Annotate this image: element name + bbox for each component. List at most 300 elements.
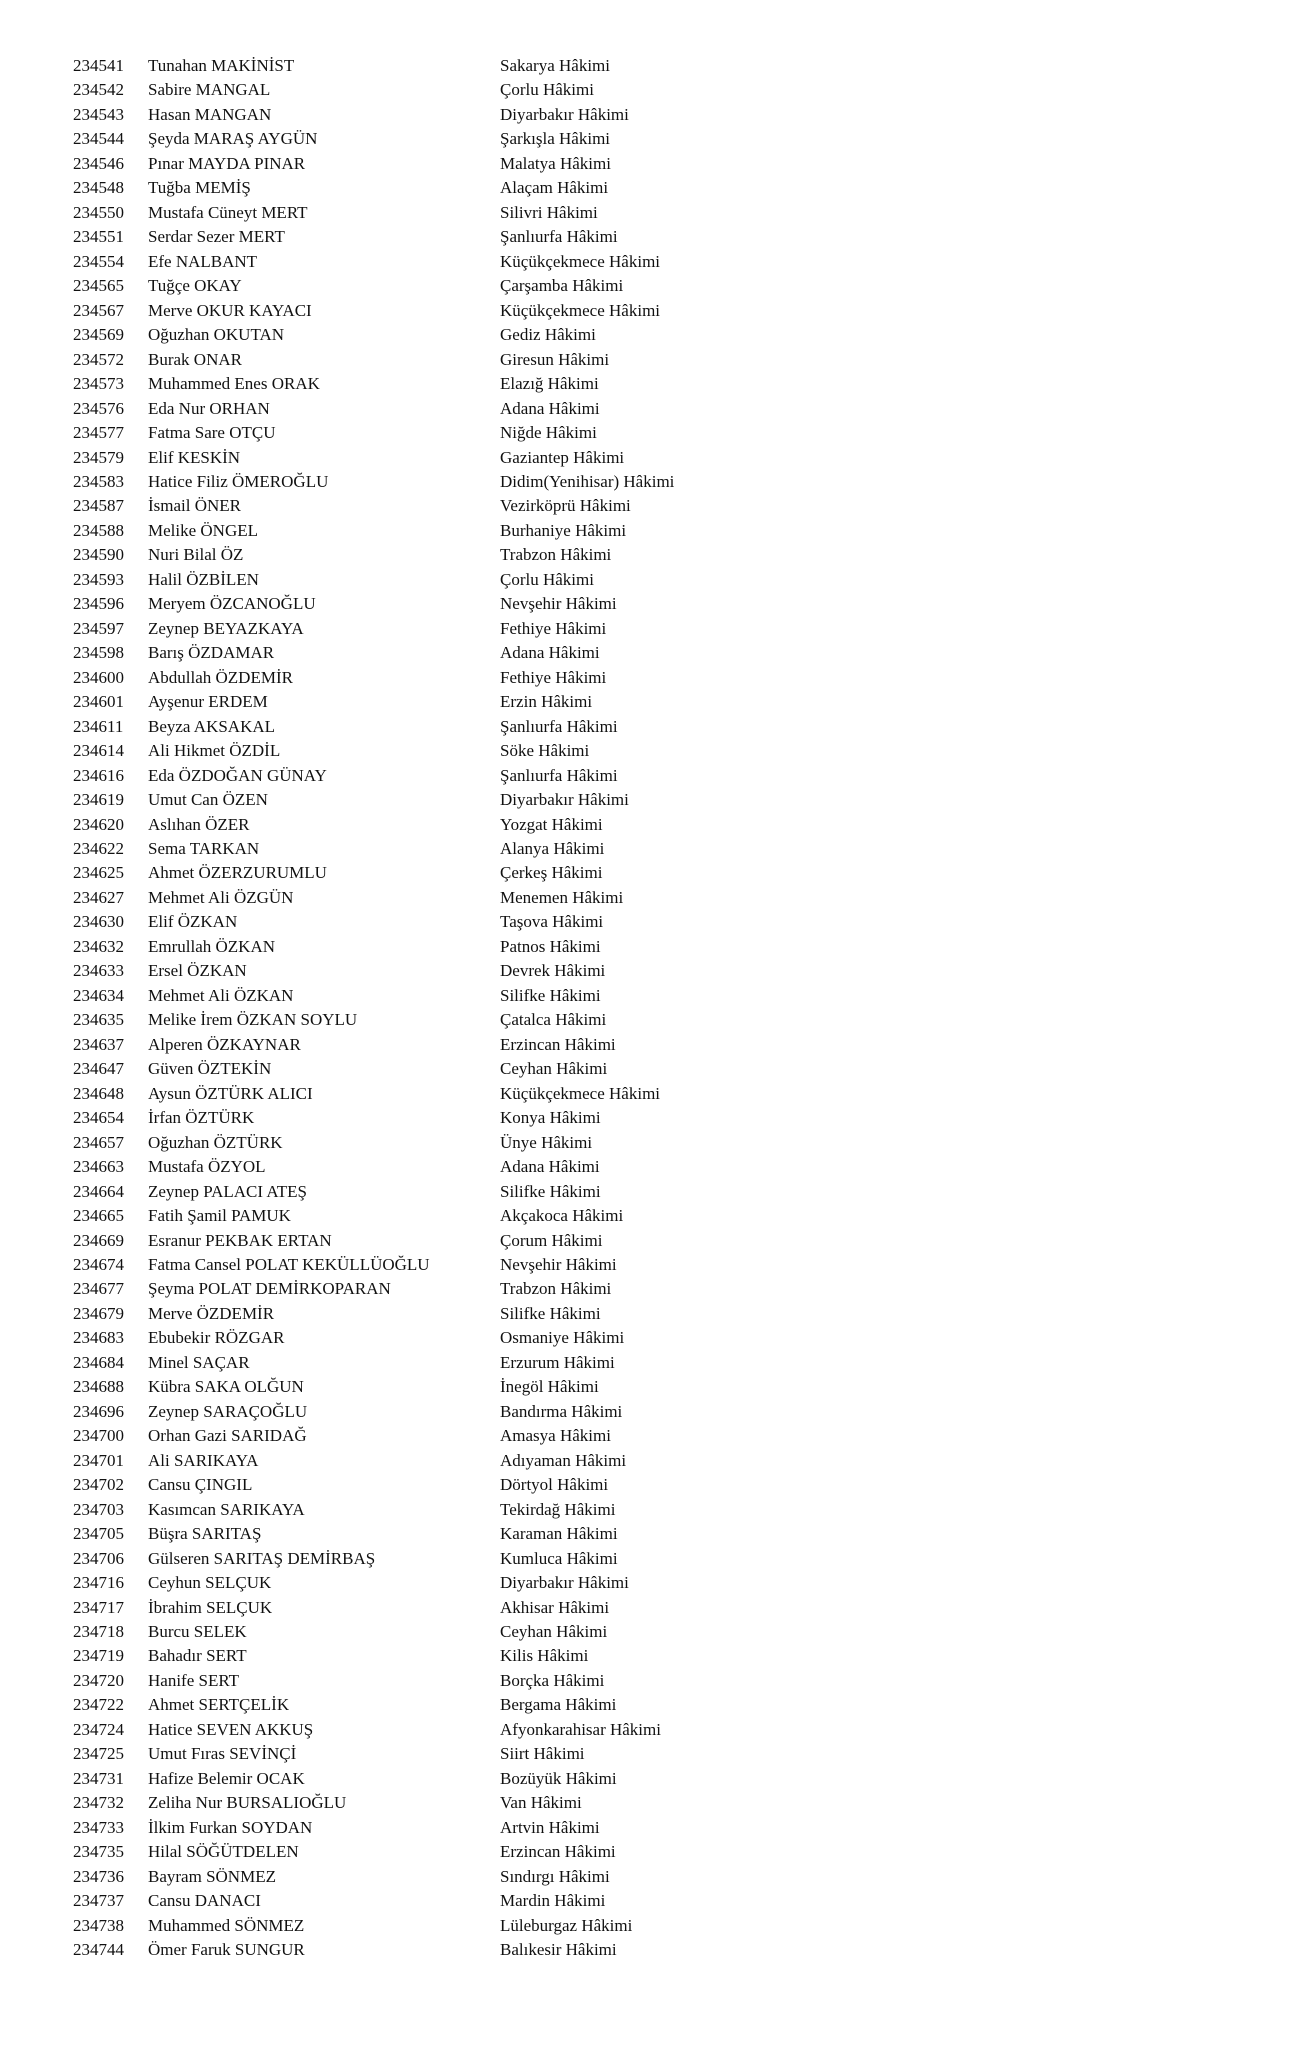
registry-number: 234716 <box>73 1573 124 1593</box>
list-row <box>0 299 1303 323</box>
list-row <box>0 1106 1303 1130</box>
assignment-place: Malatya Hâkimi <box>500 153 611 173</box>
list-row <box>0 372 1303 396</box>
list-row <box>0 617 1303 641</box>
assignment-place: Fethiye Hâkimi <box>500 667 607 687</box>
assignment-place: Artvin Hâkimi <box>500 1817 600 1837</box>
person-name: Muhammed SÖNMEZ <box>148 1915 305 1935</box>
list-row <box>0 1938 1303 1962</box>
person-name: Zeliha Nur BURSALIOĞLU <box>148 1793 347 1813</box>
registry-number: 234677 <box>73 1279 124 1299</box>
list-row <box>0 1131 1303 1155</box>
registry-number: 234683 <box>73 1328 124 1348</box>
person-name: Ceyhun SELÇUK <box>148 1573 272 1593</box>
registry-number: 234665 <box>73 1206 124 1226</box>
list-row <box>0 1253 1303 1277</box>
assignment-place: İnegöl Hâkimi <box>500 1377 599 1397</box>
assignment-place: Trabzon Hâkimi <box>500 545 612 565</box>
list-row <box>0 1669 1303 1693</box>
list-row <box>0 1204 1303 1228</box>
registry-number: 234733 <box>73 1817 124 1837</box>
list-row <box>0 1375 1303 1399</box>
assignment-place: Çerkeş Hâkimi <box>500 863 603 883</box>
person-name: Hanife SERT <box>148 1670 240 1690</box>
person-name: Gülseren SARITAŞ DEMİRBAŞ <box>148 1548 376 1568</box>
registry-number: 234622 <box>73 839 124 858</box>
assignment-place: Diyarbakır Hâkimi <box>500 104 629 124</box>
person-name: Umut Can ÖZEN <box>148 790 268 810</box>
assignment-place: Şarkışla Hâkimi <box>500 129 611 149</box>
registry-number: 234674 <box>73 1254 124 1274</box>
registry-number: 234573 <box>73 374 124 394</box>
list-row <box>0 666 1303 690</box>
person-name: Güven ÖZTEKİN <box>148 1059 272 1079</box>
list-row <box>0 1033 1303 1057</box>
assignment-place: Karaman Hâkimi <box>500 1524 618 1544</box>
list-row <box>0 861 1303 885</box>
assignment-place: Dörtyol Hâkimi <box>500 1475 609 1495</box>
assignment-place: Giresun Hâkimi <box>500 349 610 369</box>
person-name: Burcu SELEK <box>148 1622 247 1641</box>
list-row <box>0 446 1303 470</box>
assignment-place: Erzincan Hâkimi <box>500 1842 616 1862</box>
list-row <box>0 1424 1303 1448</box>
person-name: Cansu DANACI <box>148 1891 261 1911</box>
registry-number: 234551 <box>73 227 124 247</box>
person-name: Mustafa ÖZYOL <box>148 1157 266 1177</box>
assignment-place: Nevşehir Hâkimi <box>500 594 617 614</box>
list-row <box>0 1302 1303 1326</box>
person-name: Hatice SEVEN AKKUŞ <box>148 1719 314 1739</box>
list-row <box>0 1767 1303 1791</box>
assignment-place: Didim(Yenihisar) Hâkimi <box>500 471 675 491</box>
registry-number: 234611 <box>73 716 124 736</box>
list-row <box>0 543 1303 567</box>
list-row <box>0 152 1303 176</box>
person-name: Ahmet SERTÇELİK <box>148 1695 290 1715</box>
list-row <box>0 764 1303 788</box>
person-name: İrfan ÖZTÜRK <box>148 1108 255 1128</box>
assignment-place: Erzurum Hâkimi <box>500 1352 615 1372</box>
list-row <box>0 494 1303 518</box>
registry-number: 234577 <box>73 423 124 443</box>
registry-number: 234601 <box>73 692 124 712</box>
person-name: Meryem ÖZCANOĞLU <box>148 594 316 614</box>
assignment-place: Bergama Hâkimi <box>500 1695 617 1715</box>
person-name: İsmail ÖNER <box>148 496 242 516</box>
person-name: Bayram SÖNMEZ <box>148 1866 276 1886</box>
assignment-place: Lüleburgaz Hâkimi <box>500 1915 633 1935</box>
appointment-list <box>0 54 1303 1963</box>
person-name: Alperen ÖZKAYNAR <box>148 1034 301 1054</box>
registry-number: 234725 <box>73 1744 124 1764</box>
assignment-place: Trabzon Hâkimi <box>500 1279 612 1299</box>
assignment-place: Küçükçekmece Hâkimi <box>500 251 661 271</box>
registry-number: 234736 <box>73 1866 124 1886</box>
person-name: Elif KESKİN <box>148 447 241 467</box>
person-name: Emrullah ÖZKAN <box>148 936 276 956</box>
list-row <box>0 1718 1303 1742</box>
registry-number: 234719 <box>73 1646 124 1666</box>
assignment-place: Adana Hâkimi <box>500 398 600 418</box>
assignment-place: Küçükçekmece Hâkimi <box>500 300 661 320</box>
registry-number: 234720 <box>73 1670 124 1690</box>
list-row <box>0 641 1303 665</box>
list-row <box>0 103 1303 127</box>
person-name: Beyza AKSAKAL <box>148 716 276 736</box>
assignment-place: Silifke Hâkimi <box>500 1181 601 1201</box>
person-name: Melike İrem ÖZKAN SOYLU <box>148 1010 358 1030</box>
registry-number: 234596 <box>73 594 124 614</box>
list-row <box>0 984 1303 1008</box>
person-name: Barış ÖZDAMAR <box>148 643 275 663</box>
assignment-place: Nevşehir Hâkimi <box>500 1254 617 1274</box>
person-name: Ahmet ÖZERZURUMLU <box>148 863 327 883</box>
registry-number: 234679 <box>73 1303 124 1323</box>
list-row <box>0 1473 1303 1497</box>
registry-number: 234627 <box>73 887 124 907</box>
assignment-place: Van Hâkimi <box>500 1793 582 1813</box>
assignment-place: Gediz Hâkimi <box>500 325 596 345</box>
person-name: Hasan MANGAN <box>148 104 272 124</box>
person-name: Halil ÖZBİLEN <box>148 569 259 589</box>
list-row <box>0 323 1303 347</box>
registry-number: 234737 <box>73 1891 124 1911</box>
registry-number: 234614 <box>73 741 124 761</box>
assignment-place: Niğde Hâkimi <box>500 423 597 443</box>
assignment-place: Şanlıurfa Hâkimi <box>500 227 618 247</box>
assignment-place: Menemen Hâkimi <box>500 887 624 907</box>
list-row <box>0 1180 1303 1204</box>
person-name: Zeynep SARAÇOĞLU <box>148 1401 308 1421</box>
registry-number: 234744 <box>73 1940 124 1960</box>
registry-number: 234669 <box>73 1230 124 1250</box>
list-row <box>0 715 1303 739</box>
registry-number: 234735 <box>73 1842 124 1862</box>
person-name: Kasımcan SARIKAYA <box>148 1499 305 1519</box>
list-row <box>0 78 1303 102</box>
person-name: İlkim Furkan SOYDAN <box>148 1817 313 1837</box>
person-name: Ebubekir RÖZGAR <box>148 1328 285 1348</box>
registry-number: 234633 <box>73 961 124 981</box>
assignment-place: Erzin Hâkimi <box>500 692 593 712</box>
registry-number: 234579 <box>73 447 124 467</box>
list-row <box>0 1644 1303 1668</box>
person-name: İbrahim SELÇUK <box>148 1597 273 1617</box>
person-name: Esranur PEKBAK ERTAN <box>148 1230 332 1250</box>
person-name: Mehmet Ali ÖZGÜN <box>148 887 294 907</box>
assignment-place: Şanlıurfa Hâkimi <box>500 716 618 736</box>
registry-number: 234702 <box>73 1475 124 1495</box>
assignment-place: Çorlu Hâkimi <box>500 569 594 589</box>
list-row <box>0 1840 1303 1864</box>
person-name: Melike ÖNGEL <box>148 520 259 540</box>
assignment-place: Osmaniye Hâkimi <box>500 1328 625 1348</box>
registry-number: 234619 <box>73 790 124 810</box>
list-row <box>0 886 1303 910</box>
assignment-place: Ünye Hâkimi <box>500 1132 593 1152</box>
list-row <box>0 1547 1303 1571</box>
person-name: Ömer Faruk SUNGUR <box>148 1940 305 1960</box>
person-name: Burak ONAR <box>148 349 242 369</box>
assignment-place: Amasya Hâkimi <box>500 1426 611 1446</box>
list-row <box>0 935 1303 959</box>
person-name: Cansu ÇINGIL <box>148 1475 253 1495</box>
registry-number: 234597 <box>73 618 124 638</box>
registry-number: 234664 <box>73 1181 124 1201</box>
registry-number: 234705 <box>73 1524 124 1544</box>
registry-number: 234732 <box>73 1793 124 1813</box>
person-name: Tunahan MAKİNİST <box>148 56 295 75</box>
list-row <box>0 1816 1303 1840</box>
list-row <box>0 788 1303 812</box>
registry-number: 234565 <box>73 276 124 296</box>
assignment-place: Taşova Hâkimi <box>500 912 604 932</box>
assignment-place: Fethiye Hâkimi <box>500 618 607 638</box>
registry-number: 234616 <box>73 765 124 785</box>
list-row <box>0 568 1303 592</box>
registry-number: 234543 <box>73 104 124 124</box>
assignment-place: Erzincan Hâkimi <box>500 1034 616 1054</box>
person-name: Muhammed Enes ORAK <box>148 374 320 394</box>
assignment-place: Adıyaman Hâkimi <box>500 1450 627 1470</box>
person-name: Oğuzhan ÖZTÜRK <box>148 1132 283 1152</box>
registry-number: 234663 <box>73 1157 124 1177</box>
assignment-place: Çorum Hâkimi <box>500 1230 603 1250</box>
list-row <box>0 470 1303 494</box>
assignment-place: Bozüyük Hâkimi <box>500 1768 617 1788</box>
list-row <box>0 274 1303 298</box>
list-row <box>0 1693 1303 1717</box>
person-name: Sabire MANGAL <box>148 80 271 100</box>
registry-number: 234738 <box>73 1915 124 1935</box>
person-name: Eda ÖZDOĞAN GÜNAY <box>148 765 327 785</box>
registry-number: 234548 <box>73 178 124 198</box>
registry-number: 234632 <box>73 936 124 956</box>
person-name: Tuğçe OKAY <box>148 276 242 296</box>
person-name: Kübra SAKA OLĞUN <box>148 1377 304 1397</box>
person-name: Zeynep BEYAZKAYA <box>148 618 304 638</box>
list-row <box>0 1914 1303 1938</box>
list-row <box>0 1498 1303 1522</box>
assignment-place: Kilis Hâkimi <box>500 1646 589 1666</box>
registry-number: 234722 <box>73 1695 124 1715</box>
assignment-place: Patnos Hâkimi <box>500 936 601 956</box>
person-name: Aslıhan ÖZER <box>148 814 250 834</box>
registry-number: 234588 <box>73 520 124 540</box>
list-row <box>0 1008 1303 1032</box>
registry-number: 234724 <box>73 1719 124 1739</box>
person-name: Şeyda MARAŞ AYGÜN <box>148 129 318 149</box>
registry-number: 234731 <box>73 1768 124 1788</box>
assignment-place: Akçakoca Hâkimi <box>500 1206 624 1226</box>
assignment-place: Ceyhan Hâkimi <box>500 1059 608 1079</box>
registry-number: 234688 <box>73 1377 124 1397</box>
registry-number: 234569 <box>73 325 124 345</box>
registry-number: 234625 <box>73 863 124 883</box>
list-row <box>0 1742 1303 1766</box>
registry-number: 234544 <box>73 129 124 149</box>
registry-number: 234576 <box>73 398 124 418</box>
person-name: Tuğba MEMİŞ <box>148 178 251 198</box>
person-name: Fatma Cansel POLAT KEKÜLLÜOĞLU <box>148 1254 430 1274</box>
assignment-place: Yozgat Hâkimi <box>500 814 603 834</box>
list-row <box>0 910 1303 934</box>
list-row <box>0 54 1303 78</box>
assignment-place: Balıkesir Hâkimi <box>500 1940 617 1960</box>
registry-number: 234703 <box>73 1499 124 1519</box>
person-name: Oğuzhan OKUTAN <box>148 325 285 345</box>
registry-number: 234701 <box>73 1450 124 1470</box>
assignment-place: Çorlu Hâkimi <box>500 80 594 100</box>
assignment-place: Çatalca Hâkimi <box>500 1010 607 1030</box>
assignment-place: Alaçam Hâkimi <box>500 178 609 198</box>
list-row <box>0 813 1303 837</box>
person-name: Merve OKUR KAYACI <box>148 300 312 320</box>
person-name: Merve ÖZDEMİR <box>148 1303 275 1323</box>
registry-number: 234647 <box>73 1059 124 1079</box>
list-row <box>0 1277 1303 1301</box>
assignment-place: Borçka Hâkimi <box>500 1670 605 1690</box>
person-name: Mustafa Cüneyt MERT <box>148 202 308 222</box>
registry-number: 234600 <box>73 667 124 687</box>
list-row <box>0 1596 1303 1620</box>
list-row <box>0 1400 1303 1424</box>
assignment-place: Gaziantep Hâkimi <box>500 447 625 467</box>
assignment-place: Silifke Hâkimi <box>500 985 601 1005</box>
assignment-place: Şanlıurfa Hâkimi <box>500 765 618 785</box>
person-name: Şeyma POLAT DEMİRKOPARAN <box>148 1279 391 1299</box>
registry-number: 234590 <box>73 545 124 565</box>
list-row <box>0 201 1303 225</box>
list-row <box>0 739 1303 763</box>
list-row <box>0 176 1303 200</box>
registry-number: 234541 <box>73 56 124 75</box>
assignment-place: Sındırgı Hâkimi <box>500 1866 610 1886</box>
list-row <box>0 421 1303 445</box>
person-name: Serdar Sezer MERT <box>148 227 285 247</box>
list-row <box>0 1351 1303 1375</box>
registry-number: 234635 <box>73 1010 124 1030</box>
assignment-place: Diyarbakır Hâkimi <box>500 790 629 810</box>
list-row <box>0 1229 1303 1253</box>
list-row <box>0 690 1303 714</box>
list-row <box>0 1326 1303 1350</box>
assignment-place: Silifke Hâkimi <box>500 1303 601 1323</box>
person-name: Pınar MAYDA PINAR <box>148 153 306 173</box>
list-row <box>0 837 1303 861</box>
list-row <box>0 1155 1303 1179</box>
registry-number: 234550 <box>73 202 124 222</box>
person-name: Ayşenur ERDEM <box>148 692 268 712</box>
list-row <box>0 1571 1303 1595</box>
registry-number: 234572 <box>73 349 124 369</box>
assignment-place: Akhisar Hâkimi <box>500 1597 610 1617</box>
registry-number: 234542 <box>73 80 124 100</box>
list-row <box>0 348 1303 372</box>
person-name: Umut Fıras SEVİNÇİ <box>148 1744 297 1764</box>
assignment-place: Devrek Hâkimi <box>500 961 606 981</box>
list-row <box>0 1057 1303 1081</box>
person-name: Sema TARKAN <box>148 839 260 858</box>
person-name: Hatice Filiz ÖMEROĞLU <box>148 471 329 491</box>
assignment-place: Konya Hâkimi <box>500 1108 601 1128</box>
list-row <box>0 225 1303 249</box>
assignment-place: Mardin Hâkimi <box>500 1891 606 1911</box>
registry-number: 234634 <box>73 985 124 1005</box>
list-row <box>0 1889 1303 1913</box>
person-name: Ersel ÖZKAN <box>148 961 247 981</box>
assignment-place: Tekirdağ Hâkimi <box>500 1499 616 1519</box>
list-row <box>0 127 1303 151</box>
registry-number: 234654 <box>73 1108 124 1128</box>
registry-number: 234700 <box>73 1426 124 1446</box>
assignment-place: Siirt Hâkimi <box>500 1744 585 1764</box>
person-name: Hilal SÖĞÜTDELEN <box>148 1842 299 1862</box>
person-name: Büşra SARITAŞ <box>148 1524 262 1544</box>
person-name: Minel SAÇAR <box>148 1352 250 1372</box>
assignment-place: Çarşamba Hâkimi <box>500 276 624 296</box>
list-row <box>0 1082 1303 1106</box>
registry-number: 234706 <box>73 1548 124 1568</box>
list-row <box>0 1620 1303 1644</box>
assignment-place: Ceyhan Hâkimi <box>500 1622 608 1641</box>
assignment-place: Vezirköprü Hâkimi <box>500 496 631 516</box>
list-row <box>0 250 1303 274</box>
assignment-place: Silivri Hâkimi <box>500 202 598 222</box>
registry-number: 234630 <box>73 912 124 932</box>
assignment-place: Diyarbakır Hâkimi <box>500 1573 629 1593</box>
list-row <box>0 959 1303 983</box>
person-name: Nuri Bilal ÖZ <box>148 545 244 565</box>
person-name: Efe NALBANT <box>148 251 258 271</box>
assignment-place: Adana Hâkimi <box>500 643 600 663</box>
person-name: Mehmet Ali ÖZKAN <box>148 985 294 1005</box>
person-name: Abdullah ÖZDEMİR <box>148 667 293 687</box>
person-name: Hafize Belemir OCAK <box>148 1768 305 1788</box>
list-row <box>0 519 1303 543</box>
registry-number: 234684 <box>73 1352 124 1372</box>
list-row <box>0 592 1303 616</box>
registry-number: 234620 <box>73 814 124 834</box>
person-name: Zeynep PALACI ATEŞ <box>148 1181 307 1201</box>
registry-number: 234567 <box>73 300 124 320</box>
registry-number: 234657 <box>73 1132 124 1152</box>
registry-number: 234696 <box>73 1401 124 1421</box>
assignment-place: Burhaniye Hâkimi <box>500 520 627 540</box>
assignment-place: Elazığ Hâkimi <box>500 374 599 394</box>
assignment-place: Küçükçekmece Hâkimi <box>500 1083 661 1103</box>
list-row <box>0 397 1303 421</box>
person-name: Elif ÖZKAN <box>148 912 238 932</box>
assignment-place: Alanya Hâkimi <box>500 839 605 858</box>
person-name: Fatma Sare OTÇU <box>148 423 276 443</box>
registry-number: 234637 <box>73 1034 124 1054</box>
person-name: Fatih Şamil PAMUK <box>148 1206 291 1226</box>
registry-number: 234648 <box>73 1083 124 1103</box>
registry-number: 234717 <box>73 1597 124 1617</box>
person-name: Eda Nur ORHAN <box>148 398 270 418</box>
registry-number: 234546 <box>73 153 124 173</box>
assignment-place: Adana Hâkimi <box>500 1157 600 1177</box>
assignment-place: Sakarya Hâkimi <box>500 56 610 75</box>
person-name: Orhan Gazi SARIDAĞ <box>148 1426 307 1446</box>
list-row <box>0 1865 1303 1889</box>
assignment-place: Bandırma Hâkimi <box>500 1401 623 1421</box>
registry-number: 234554 <box>73 251 124 271</box>
person-name: Ali SARIKAYA <box>148 1450 259 1470</box>
list-row <box>0 1791 1303 1815</box>
